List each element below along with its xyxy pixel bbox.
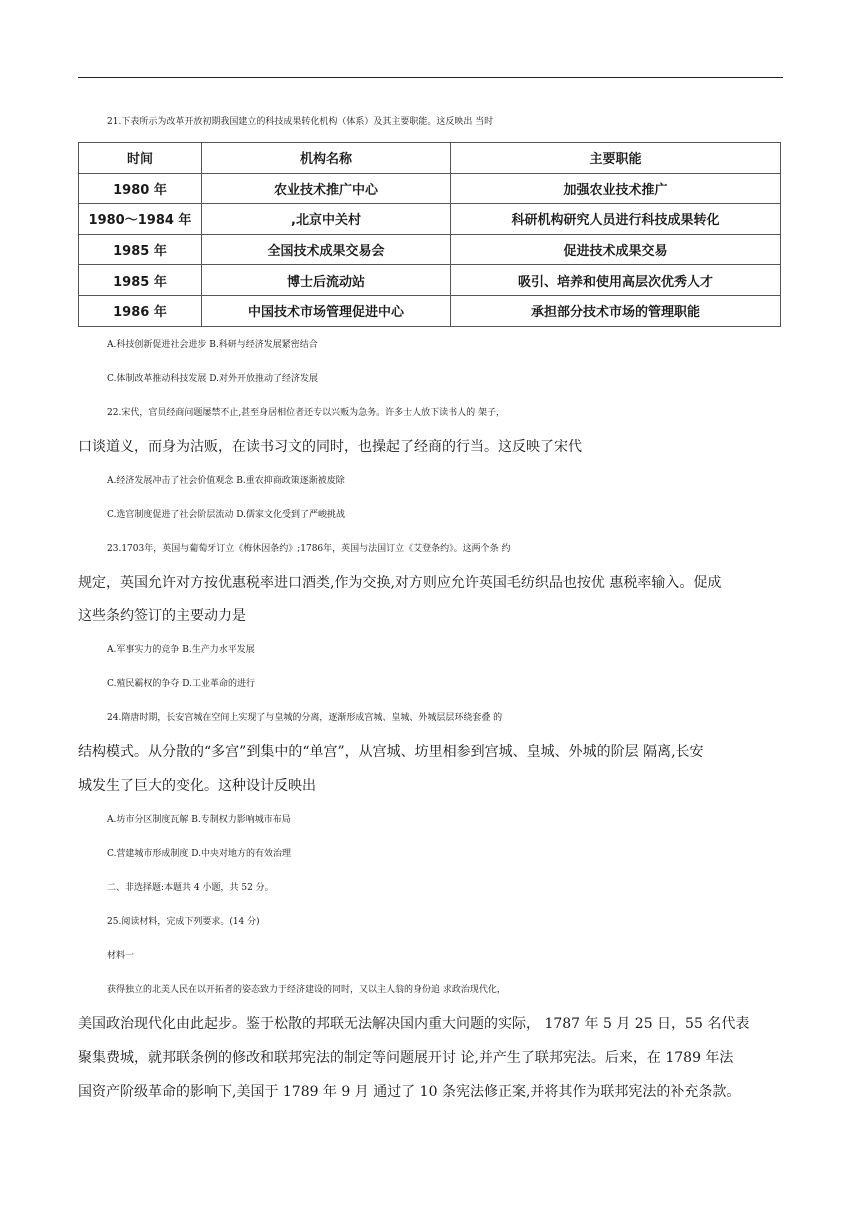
question-25-stem: 25.阅读材料，完成下列要求。(14 分)	[107, 917, 260, 927]
question-23-stem-cont: 这些条约签订的主要动力是	[78, 608, 246, 624]
question-23-options-cd: C.殖民霸权的争夺 D.工业革命的进行	[107, 679, 256, 689]
table-cell: 1980 年	[79, 173, 202, 204]
table-cell: 吸引、培养和使用高层次优秀人才	[451, 265, 781, 296]
table-row	[79, 173, 781, 204]
table-cell: 农业技术推广中心	[202, 173, 451, 204]
table-cell: 全国技术成果交易会	[202, 234, 451, 265]
question-24-stem: 24.隋唐时期，长安宫城在空间上实现了与皇城的分离，逐渐形成宫城、皇城、外城层层环绕套叠 的	[107, 713, 503, 723]
question-22-options-ab: A.经济发展冲击了社会价值观念 B.重农抑商政策逐渐被废除	[107, 476, 345, 486]
section-heading: 二、非选择题:本题共 4 小题，共 52 分。	[107, 883, 274, 893]
table-cell: 1980～1984 年	[79, 204, 202, 235]
question-21-options-cd: C.体制改革推动科技发展 D.对外开放推动了经济发展	[107, 374, 319, 384]
table-cell: 加强农业技术推广	[451, 173, 781, 204]
table-cell: ,北京中关村	[202, 204, 451, 235]
table-header-cell: 时间	[79, 143, 202, 174]
table-cell: 1985 年	[79, 265, 202, 296]
header-rule	[78, 77, 783, 78]
question-22-options-cd: C.选官制度促进了社会阶层流动 D.儒家文化受到了严峻挑战	[107, 510, 346, 520]
question-22-stem-cont: 口谈道义，而身为沽贩，在读书习文的同时，也操起了经商的行当。这反映了宋代	[78, 439, 582, 455]
material-paragraph-cont: 聚集费城，就邦联条例的修改和联邦宪法的制定等问题展开讨 论,并产生了联邦宪法。后来，在 1789 年法	[78, 1050, 734, 1066]
question-22-stem: 22.宋代，官员经商问题屡禁不止,甚至身居相位者还专以兴贩为急务。许多士人放下读书人的 架子，	[107, 408, 506, 418]
table-cell: 科研机构研究人员进行科技成果转化	[451, 204, 781, 235]
table-cell: 博士后流动站	[202, 265, 451, 296]
question-24-stem-cont: 城发生了巨大的变化。这种设计反映出	[78, 778, 316, 794]
table-header-row	[79, 143, 781, 174]
table-row	[79, 265, 781, 296]
material-paragraph-cont: 美国政治现代化由此起步。鉴于松散的邦联无法解决国内重大问题的实际， 1787 年 5 月 25 日，55 名代表	[78, 1016, 750, 1032]
table-cell: 中国技术市场管理促进中心	[202, 295, 451, 326]
table-row	[79, 204, 781, 235]
material-paragraph: 获得独立的北美人民在以开拓者的姿态致力于经济建设的同时，又以主人翁的身份追 求政治现代化，	[107, 985, 506, 995]
table-row	[79, 295, 781, 326]
material-paragraph-cont: 国资产阶级革命的影响下,美国于 1789 年 9 月 通过了 10 条宪法修正案,并将其作为联邦宪法的补充条款。	[78, 1084, 741, 1100]
table-cell: 承担部分技术市场的管理职能	[451, 295, 781, 326]
question-23-stem: 23.1703年，英国与葡萄牙订立《梅休因条约》;1786年，英国与法国订立《艾登条约》。这两个条 约	[107, 544, 511, 554]
question-23-stem-cont: 规定，英国允许对方按优惠税率进口酒类,作为交换,对方则应允许英国毛纺织品也按优 惠税率输入。促成	[78, 575, 722, 591]
question-24-stem-cont: 结构模式。从分散的“多宫”到集中的“单宫”，从宫城、坊里相参到宫城、皇城、外城的阶层 隔离,长安	[78, 744, 704, 760]
institutions-table	[78, 142, 781, 327]
table-cell: 促进技术成果交易	[451, 234, 781, 265]
table-cell: 1986 年	[79, 295, 202, 326]
question-24-options-ab: A.坊市分区制度瓦解 B.专制权力影响城市布局	[107, 815, 291, 825]
question-21-stem: 21.下表所示为改革开放初期我国建立的科技成果转化机构（体系）及其主要职能。这反映出 当时	[107, 117, 494, 127]
question-23-options-ab: A.军事实力的竞争 B.生产力水平发展	[107, 645, 255, 655]
table-row	[79, 234, 781, 265]
question-21-options-ab: A.科技创新促进社会进步 B.科研与经济发展紧密结合	[107, 340, 318, 350]
material-label: 材料一	[107, 951, 135, 961]
table-cell: 1985 年	[79, 234, 202, 265]
table-header-cell: 机构名称	[202, 143, 451, 174]
question-24-options-cd: C.营建城市形成制度 D.中央对地方的有效治理	[107, 849, 292, 859]
table-header-cell: 主要职能	[451, 143, 781, 174]
